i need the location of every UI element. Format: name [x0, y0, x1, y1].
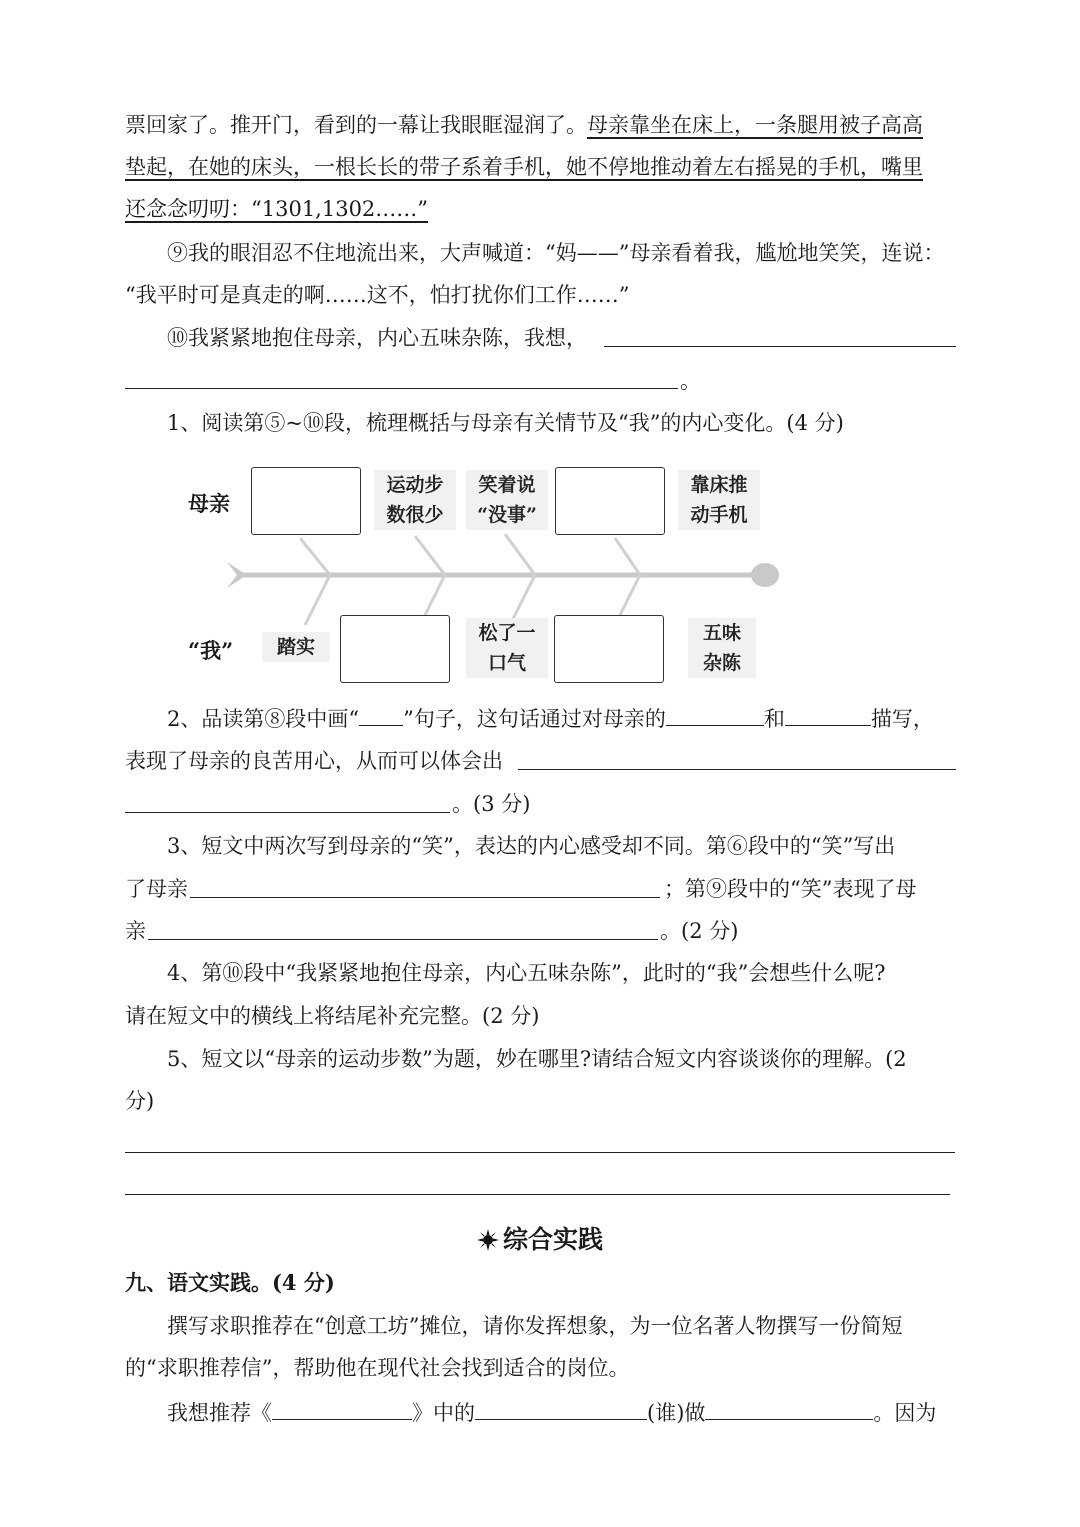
passage-line: ⑨我的眼泪忍不住地流出来，大声喊道：“妈——”母亲看着我，尴尬地笑笑，连说： — [167, 241, 945, 265]
rib-line — [415, 536, 445, 575]
underlined-sentence: 还念念叨叨：“1301,1302……” — [125, 197, 429, 221]
answer-blank[interactable] — [705, 1397, 873, 1420]
answer-blank[interactable] — [666, 703, 764, 726]
rib-line — [300, 538, 330, 575]
section-title: 综合实践 — [0, 1220, 1080, 1256]
answer-box[interactable] — [555, 467, 665, 535]
answer-line[interactable] — [125, 1194, 950, 1195]
question-2-line: 表现了母亲的良苦用心，从而可以体会出 — [125, 749, 503, 773]
answer-blank[interactable] — [785, 703, 871, 726]
fish-tail-icon — [227, 562, 247, 588]
rib-line — [305, 575, 330, 625]
answer-blank[interactable] — [148, 939, 658, 940]
answer-box[interactable] — [340, 615, 450, 683]
question-9-fill: 我想推荐《 》中的 (谁)做 。因为 — [167, 1397, 936, 1428]
underlined-sentence: 垫起，在她的床头，一根长长的带子系着手机，她不停地推动着左右摇晃的手机，嘴里 — [125, 155, 923, 179]
answer-blank[interactable] — [518, 769, 956, 770]
question-4: 4、第⑩段中“我紧紧地抱住母亲，内心五味杂陈”，此时的“我”会想些什么呢? — [167, 961, 886, 985]
diagram-label-mother: 母亲 — [188, 491, 230, 516]
question-1: 1、阅读第⑤~⑩段，梳理概括与母亲有关情节及“我”的内心变化。(4 分) — [167, 411, 844, 435]
question-3-line: ；第⑨段中的“笑”表现了母 — [664, 877, 917, 901]
answer-blank[interactable] — [125, 812, 450, 813]
passage-line: “我平时可是真走的啊……这不，怕打扰你们工作……” — [125, 283, 630, 307]
answer-box[interactable] — [251, 467, 361, 535]
question-3-line: 了母亲 — [125, 877, 188, 901]
passage-line — [125, 110, 923, 140]
sun-burst-icon — [477, 1229, 499, 1251]
period-mark: 。 — [680, 369, 701, 393]
answer-blank[interactable] — [475, 1397, 647, 1420]
question-5-line: 分) — [125, 1089, 155, 1113]
diagram-caption: 运动步 数很少 — [374, 470, 456, 530]
diagram-caption: 靠床推 动手机 — [678, 470, 760, 530]
rib-line — [615, 538, 640, 575]
passage-line: ⑩我紧紧地抱住母亲，内心五味杂陈，我想， — [167, 326, 587, 350]
question-9-line: 的“求职推荐信”，帮助他在现代社会找到适合的岗位。 — [125, 1356, 630, 1380]
question-5: 5、短文以“母亲的运动步数”为题，妙在哪里?请结合短文内容谈谈你的理解。(2 — [167, 1047, 907, 1071]
answer-blank[interactable] — [190, 897, 660, 898]
diagram-caption: 五味 杂陈 — [688, 618, 756, 678]
question-3-score: 。(2 分) — [660, 919, 739, 943]
diagram-label-me: “我” — [188, 638, 234, 663]
answer-line[interactable] — [125, 1152, 955, 1153]
question-3: 3、短文中两次写到母亲的“笑”，表达的内心感受却不同。第⑥段中的“笑”写出 — [167, 834, 896, 858]
answer-blank[interactable] — [359, 703, 403, 726]
passage-text: 票回家了。推开门，看到的一幕让我眼眶湿润了。 — [125, 113, 587, 137]
rib-line — [505, 534, 535, 575]
diagram-caption: 踏实 — [262, 632, 330, 662]
question-3-line: 亲 — [125, 919, 146, 943]
diagram-caption: 松了一 口气 — [466, 618, 548, 678]
answer-blank[interactable] — [604, 346, 956, 347]
underlined-sentence: 母亲靠坐在床上，一条腿用被子高高 — [587, 113, 923, 137]
question-9-line: 撰写求职推荐在“创意工坊”摊位，请你发挥想象，为一位名著人物撰写一份简短 — [167, 1314, 903, 1338]
question-2: 2、品读第⑧段中画“ ”句子，这句话通过对母亲的 和 描写， — [167, 703, 934, 734]
answer-blank[interactable] — [272, 1397, 412, 1420]
answer-box[interactable] — [554, 615, 664, 683]
question-9-heading: 九、语文实践。(4 分) — [125, 1270, 335, 1295]
question-2-score: 。(3 分) — [452, 792, 531, 816]
question-4-line: 请在短文中的横线上将结尾补充完整。(2 分) — [125, 1004, 540, 1028]
answer-blank[interactable] — [125, 388, 678, 389]
diagram-caption: 笑着说 “没事” — [466, 470, 548, 530]
